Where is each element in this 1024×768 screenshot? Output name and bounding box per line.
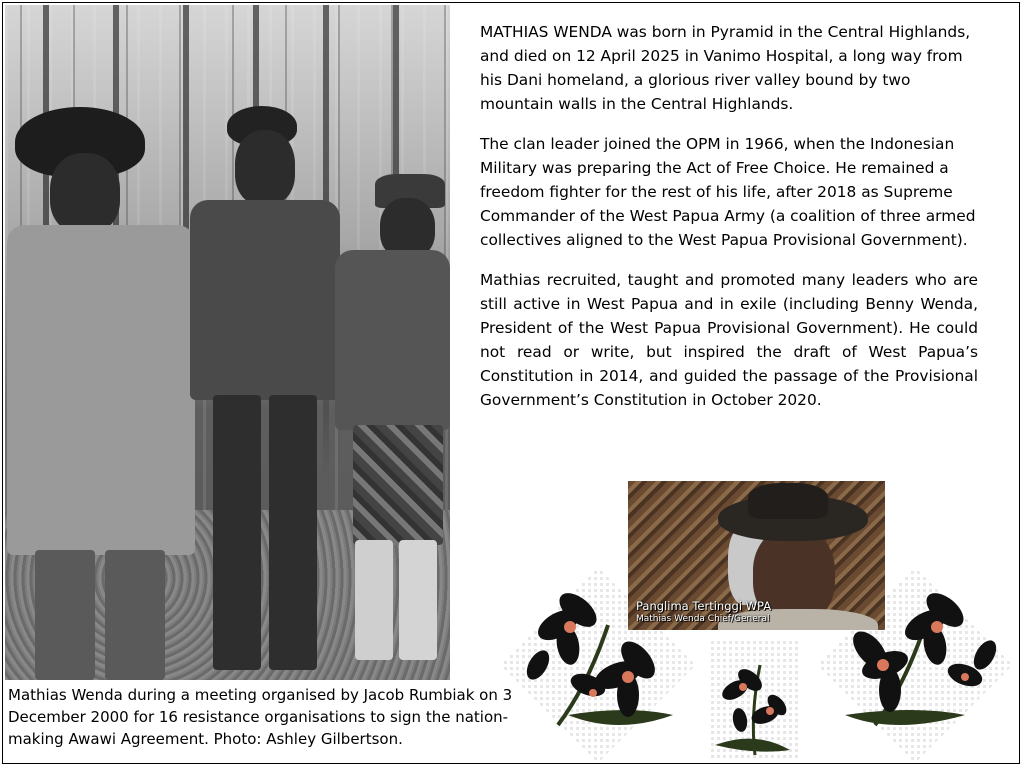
inset-photo-portrait bbox=[628, 481, 885, 630]
inset-caption-title: Panglima Tertinggi WPA bbox=[636, 599, 772, 613]
main-photo-three-men bbox=[5, 5, 450, 680]
paragraph-1: MATHIAS WENDA was born in Pyramid in the Central Highlands, and died on 12 April 2025 in Vanimo Hospital, a long way from his Dani homeland, a glorious river valley bound by two mountain walls in the Central Highlands. bbox=[480, 23, 971, 113]
biography-text bbox=[480, 20, 978, 428]
orchid-decoration-center bbox=[705, 635, 805, 763]
person-left-hat bbox=[5, 95, 205, 680]
person-center-beret bbox=[185, 100, 345, 680]
paragraph-2: The clan leader joined the OPM in 1966, when the Indonesian Military was preparing the Act of Free Choice. He remained a freedom fighter for the rest of his life, after 2018 as Supreme Commander of the West Papua Army (a coalition of three armed collectives aligned to the West Papua Provisional Government). bbox=[480, 135, 976, 249]
photo-caption: Mathias Wenda during a meeting organised by Jacob Rumbiak on 3 December 2000 for 16 resistance organisations to sign the nation-making Awawi Agreement. Photo: Ashley Gilbertson. bbox=[8, 686, 513, 748]
person-right-cap bbox=[335, 170, 450, 670]
inset-caption-name: Mathias Wenda Chief/General bbox=[636, 614, 770, 624]
paragraph-3: Mathias recruited, taught and promoted many leaders who are still active in West Papua and in exile (including Benny Wenda, President of the West Papua Provisional Government). He could not read or write, but inspired the draft of West Papua’s Constitution in 2014, and guided the passage of the Provisional Government’s Constitution in October 2020. bbox=[480, 271, 978, 409]
